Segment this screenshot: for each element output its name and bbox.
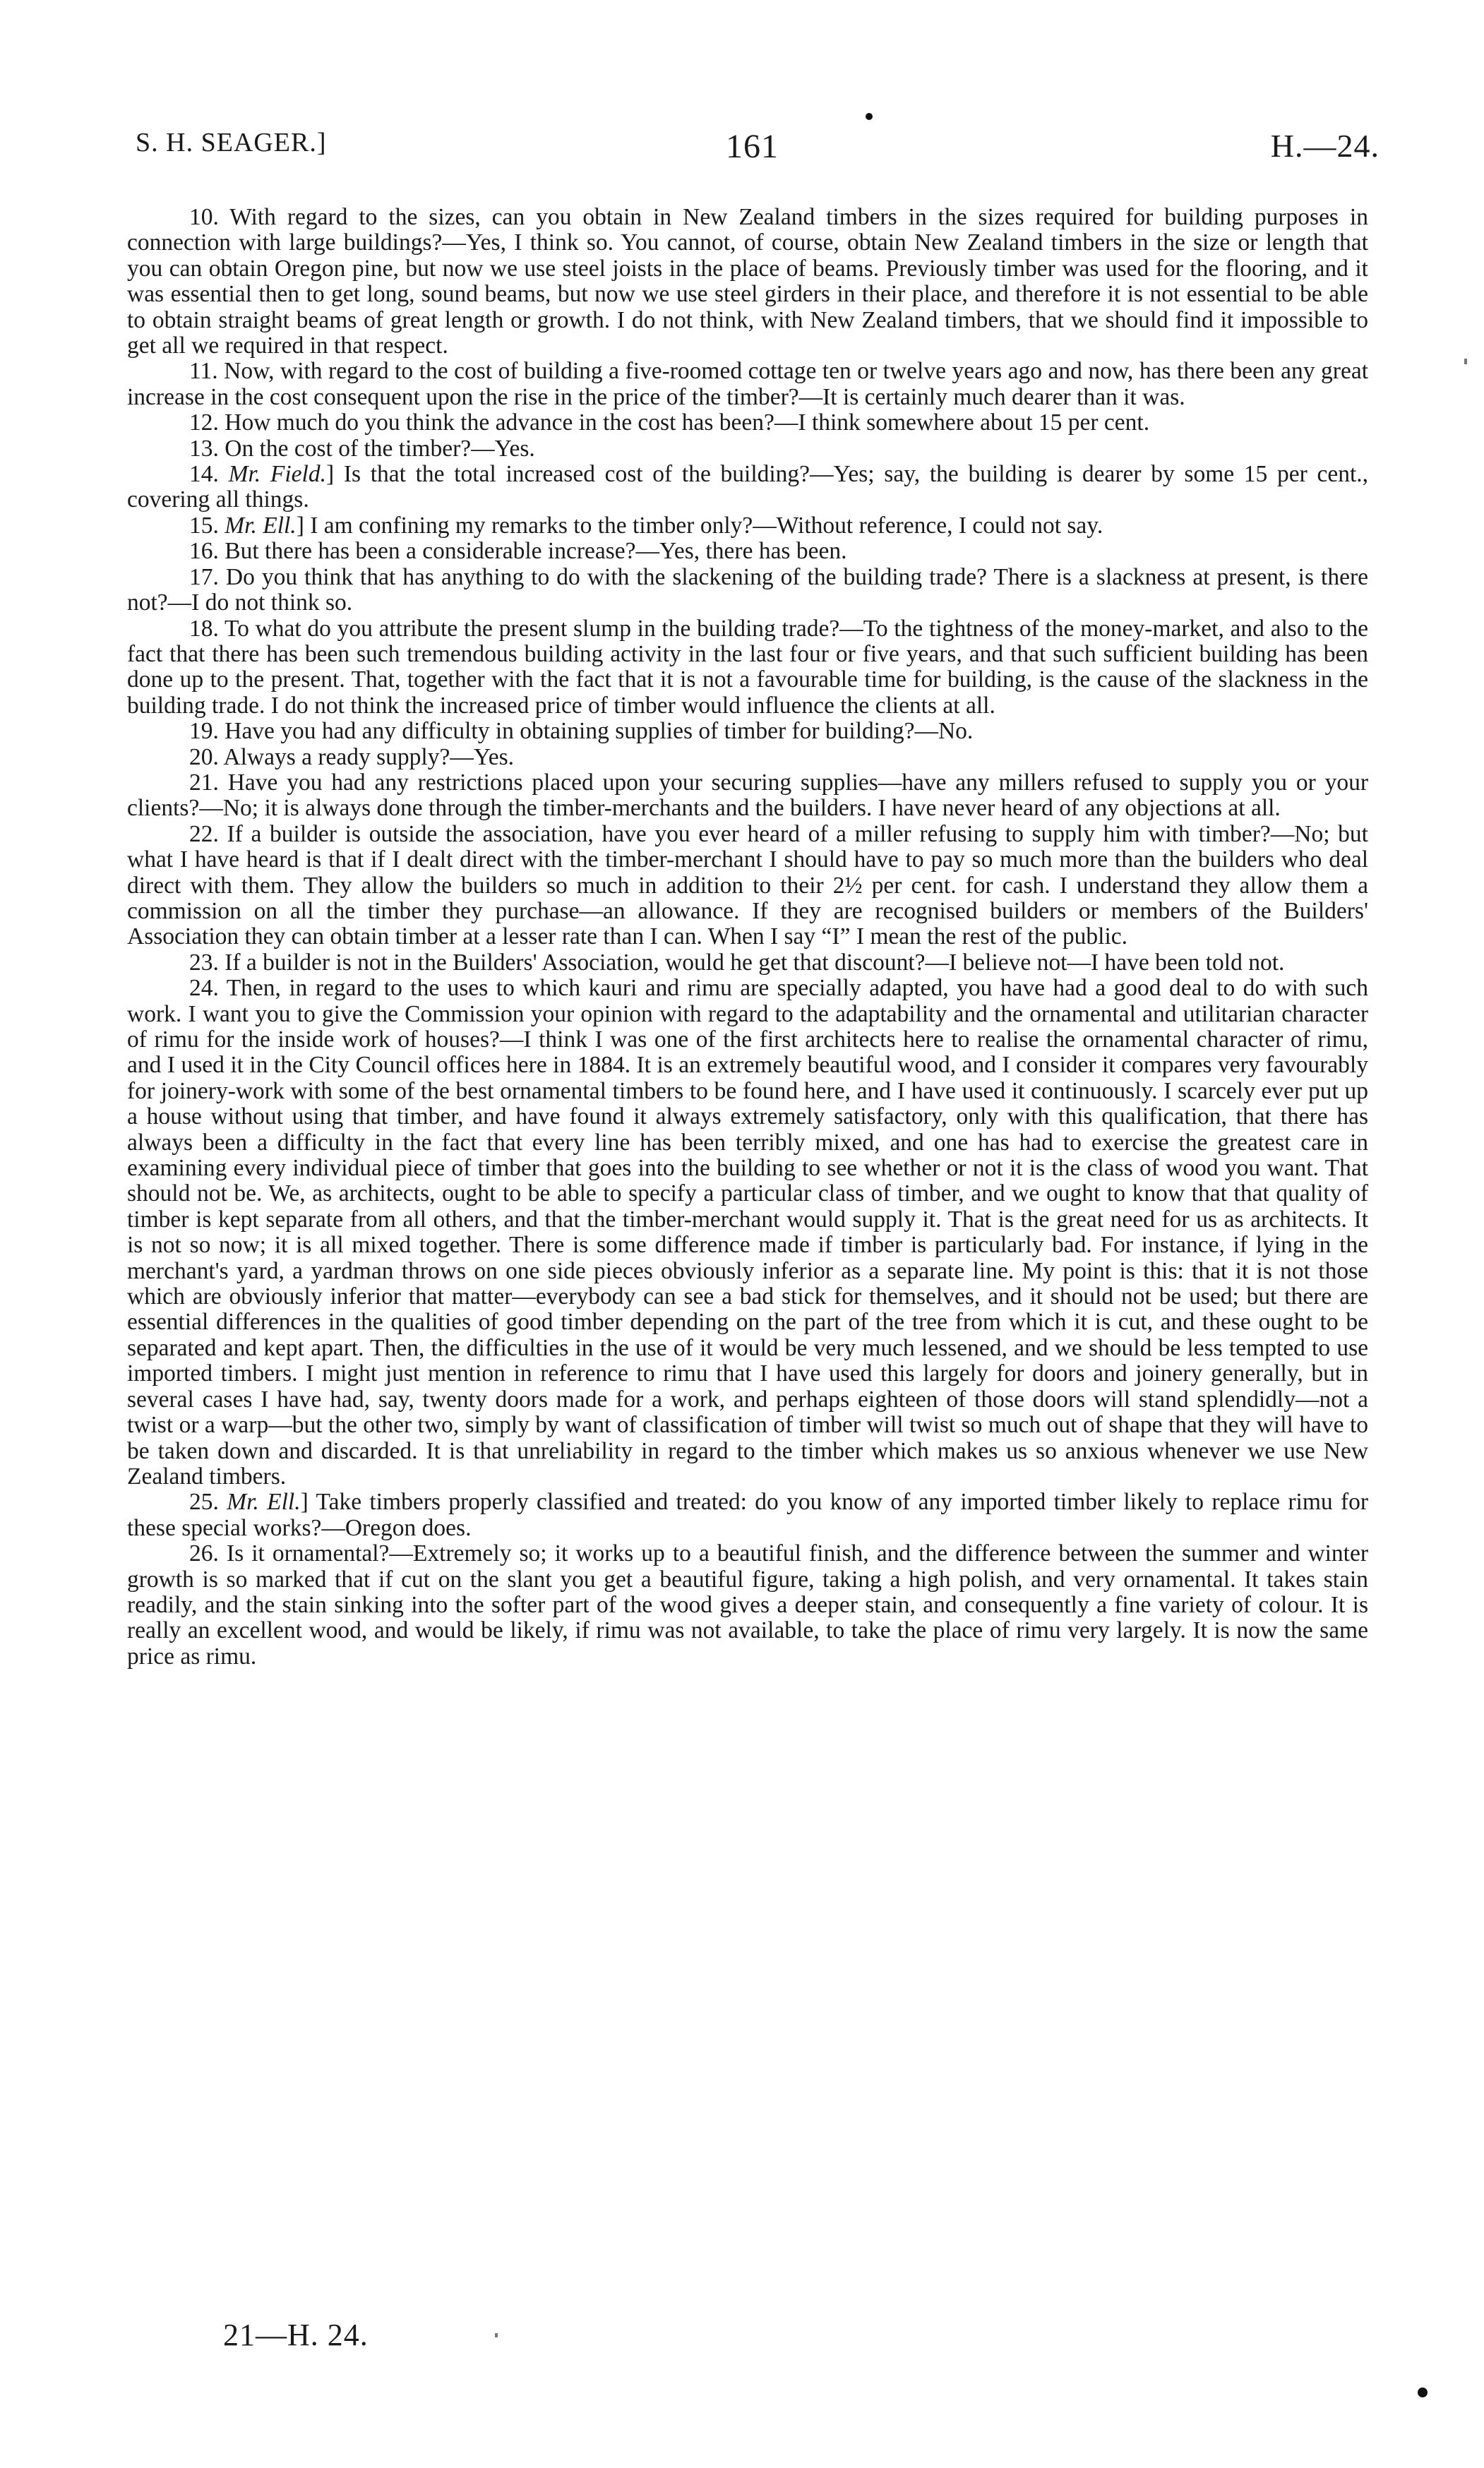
question-answer-text: I am confining my remarks to the timber only?—Without reference, I could not say. bbox=[310, 512, 1103, 539]
question-answer-text: Now, with regard to the cost of building a five-roomed cottage ten or twelve years ago and now, has there been any great increase in the cost consequent upon the rise in the price of the timber?—It is certainly much dearer than it was. bbox=[127, 358, 1369, 410]
question-answer-text: Is that the total increased cost of the building?—Yes; say, the building is dearer by some 15 per cent., covering all things. bbox=[127, 461, 1369, 513]
question-answer-text: If a builder is outside the association, have you ever heard of a miller refusing to supply him with timber?—No; but what I have heard is that if I dealt direct with the timber-merchant I should have to pay so much more than the builders who deal direct with them. They allow the builders so much in addition to their 2½ per cent. for cash. I understand they allow them a commission on all the timber they purchase—an allowance. If they are recognised builders or members of the Builders' Association they can obtain timber at a lesser rate than I can. When I say “I” I mean the rest of the public. bbox=[127, 820, 1368, 950]
testimony-body bbox=[127, 205, 1368, 1670]
header-witness-name: S. H. SEAGER.] bbox=[136, 128, 327, 157]
question-paragraph bbox=[127, 1541, 1368, 1670]
question-answer-text: Take timbers properly classified and treated: do you know of any imported timber likely to replace rimu for these special works?—Oregon does. bbox=[127, 1489, 1369, 1541]
question-paragraph bbox=[127, 436, 1368, 462]
question-number: 23. bbox=[189, 949, 219, 976]
question-paragraph bbox=[127, 770, 1368, 822]
question-number: 12. bbox=[189, 409, 219, 436]
print-mark-tick bbox=[1464, 359, 1467, 364]
question-number: 25. bbox=[189, 1489, 219, 1516]
print-mark-dot bbox=[866, 113, 873, 120]
question-number: 11. bbox=[189, 358, 218, 385]
question-paragraph bbox=[127, 976, 1368, 1490]
question-number: 15. bbox=[189, 512, 219, 539]
question-answer-text: Do you think that has anything to do with the slackening of the building trade? There is a slackness at present, is there not?—I do not think so. bbox=[127, 563, 1368, 616]
question-paragraph bbox=[127, 950, 1368, 976]
question-number: 14. bbox=[189, 461, 219, 488]
question-paragraph bbox=[127, 719, 1368, 744]
question-paragraph: 25. Mr. Ell.] Take timbers properly classified and treated: do you know of any imported timber likely to replace rimu for these special works?—Oregon does. bbox=[127, 1489, 1369, 1541]
question-number: 19. bbox=[189, 718, 219, 745]
speaker-name: Mr. Field. bbox=[228, 461, 326, 488]
question-number: 10. bbox=[189, 204, 219, 230]
print-mark-dot bbox=[1418, 2388, 1428, 2397]
question-paragraph bbox=[127, 565, 1368, 616]
question-answer-text: With regard to the sizes, can you obtain in New Zealand timbers in the sizes required for building purposes in connection with large buildings?—Yes, I think so. You cannot, of course, obtain New Zealand timbers in the size or length that you can obtain Oregon pine, but now we use steel joists in the place of beams. Previously timber was used for the flooring, and it was essential then to get long, sound beams, but now we use steel girders in their place, and therefore it is not essential to be able to obtain straight beams of great length or growth. I do not think, with New Zealand timbers, that we should find it impossible to get all we required in that respect. bbox=[127, 204, 1368, 359]
question-number: 21. bbox=[189, 769, 219, 796]
question-answer-text: How much do you think the advance in the cost has been?—I think somewhere about 15 per cent. bbox=[225, 409, 1150, 436]
speaker-name: Mr. Ell. bbox=[227, 1489, 301, 1516]
question-answer-text: But there has been a considerable increase?—Yes, there has been. bbox=[225, 538, 847, 565]
question-answer-text: Is it ornamental?—Extremely so; it works up to a beautiful finish, and the difference between the summer and winter growth is so marked that if cut on the slant you get a beautiful figure, taking a high polish, and very ornamental. It takes stain readily, and the stain sinking into the softer part of the wood gives a deeper stain, and consequently a fine variety of colour. It is really an excellent wood, and would be likely, if rimu was not available, to take the place of rimu very largely. It is now the same price as rimu. bbox=[127, 1540, 1368, 1670]
question-answer-text: Have you had any difficulty in obtaining supplies of timber for building?—No. bbox=[225, 718, 974, 745]
question-paragraph bbox=[127, 822, 1368, 950]
question-number: 16. bbox=[189, 538, 219, 565]
question-paragraph bbox=[127, 359, 1368, 410]
question-answer-text: On the cost of the timber?—Yes. bbox=[225, 435, 535, 462]
question-number: 17. bbox=[189, 563, 219, 590]
question-answer-text: Have you had any restrictions placed upon your securing supplies—have any millers refused to supply you or your clients?—No; it is always done through the timber-merchants and the builders. I have never heard of any objections at all. bbox=[127, 769, 1368, 822]
question-paragraph bbox=[127, 410, 1368, 436]
question-number: 22. bbox=[189, 820, 219, 847]
question-paragraph bbox=[127, 745, 1368, 770]
question-answer-text: Then, in regard to the uses to which kauri and rimu are specially adapted, you have had a good deal to do with such work. I want you to give the Commission your opinion with regard to the adaptability and the ornamental and utilitarian character of rimu for the inside work of houses?—I think I was one of the first architects here to realise the ornamental character of rimu, and I used it in the City Council offices here in 1884. It is an extremely beautiful wood, and I consider it compares very favourably for joinery-work with some of the best ornamental timbers to be found here, and I have used it continuously. I scarcely ever put up a house without using that timber, and have found it always extremely satisfactory, only with this qualification, that there has always been a difficulty in the fact that every line has been terribly mixed, and one has had to exercise the greatest care in examining every individual piece of timber that goes into the building to see whether or not it is the class of wood you want. That should not be. We, as architects, ought to be able to specify a particular class of timber, and we ought to know that that quality of timber is kept separate from all others, and that the timber-merchant would supply it. That is the great need for us as architects. It is not so now; it is all mixed together. There is some difference made if timber is particularly bad. For instance, if lying in the merchant's yard, a yardman throws on one side pieces obviously inferior as a separate line. My point is this: that it is not those which are obviously inferior that matter—everybody can see a bad stick for themselves, and it should not be used; but there are essential differences in the qualities of good timber depending on the part of the tree from which it is cut, and these ought to be separated and kept apart. Then, the difficulties in the use of it would be very much lessened, and we should be less tempted to use imported timbers. I might just mention in reference to rimu that I have used this largely for doors and joinery generally, but in several cases I have had, say, twenty doors made for a work, and perhaps eighteen of those doors will stand splendidly—not a twist or a warp—but the other two, simply by want of classification of timber will twist so much out of shape that they will have to be taken down and discarded. It is that unreliability in regard to the timber which makes us so anxious whenever we use New Zealand timbers. bbox=[127, 975, 1368, 1490]
question-number: 20. bbox=[189, 743, 219, 770]
question-answer-text: If a builder is not in the Builders' Association, would he get that discount?—I believe not—I have been told not. bbox=[225, 949, 1285, 976]
question-number: 26. bbox=[189, 1540, 219, 1567]
question-paragraph: 14. Mr. Field.] Is that the total increased cost of the building?—Yes; say, the building is dearer by some 15 per cent., covering all things. bbox=[127, 461, 1369, 513]
question-number: 13. bbox=[189, 435, 219, 462]
question-paragraph: 15. Mr. Ell.] I am confining my remarks to the timber only?—Without reference, I could not say. bbox=[189, 512, 1103, 539]
header-paper-ref: H.—24. bbox=[1270, 128, 1380, 164]
question-number: 24. bbox=[189, 975, 219, 1002]
question-number: 18. bbox=[189, 615, 219, 642]
question-answer-text: Always a ready supply?—Yes. bbox=[223, 743, 514, 770]
question-paragraph bbox=[127, 205, 1368, 359]
header-page-number: 161 bbox=[726, 128, 779, 165]
question-answer-text: To what do you attribute the present slump in the building trade?—To the tightness of the money-market, and also to the fact that there has been such tremendous building activity in the last four or five years, and that such sufficient building has been done up to the present. That, together with the fact that it is not a favourable time for building, is the cause of the slackness in the building trade. I do not think the increased price of timber would influence the clients at all. bbox=[127, 615, 1369, 719]
speaker-name: Mr. Ell. bbox=[225, 512, 297, 539]
question-paragraph bbox=[127, 616, 1368, 719]
footer-signature-mark: 21—H. 24. bbox=[223, 2318, 369, 2352]
question-paragraph bbox=[127, 539, 1368, 564]
print-mark-tick bbox=[495, 2333, 498, 2337]
